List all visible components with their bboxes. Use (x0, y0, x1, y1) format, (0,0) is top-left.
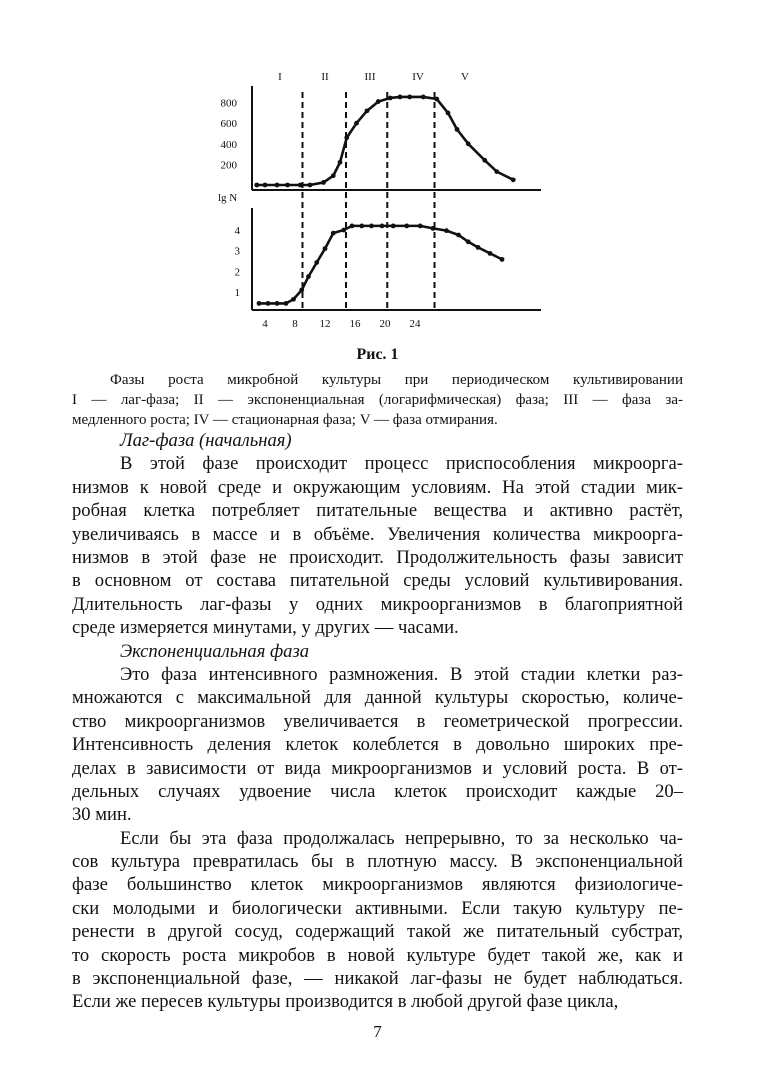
paragraph-line: Интенсивность деления клеток колеблется в довольно широких пре- (72, 734, 683, 756)
x-tick-label: 24 (409, 318, 421, 330)
cell-count-data-point (398, 95, 403, 100)
paragraph-line: среде измеряется минутами, у других — часами. (72, 617, 459, 639)
axes (252, 86, 541, 310)
cell-count-data-point (365, 108, 370, 113)
paragraph-line: ство микроорганизмов увеличивается в геометрической прогрессии. (72, 710, 683, 732)
cell-count-data-point (446, 111, 451, 116)
cell-count-data-point (421, 95, 426, 100)
paragraph-line: ски молодыми и биологически активными. Если такую культуру пе- (72, 897, 683, 919)
phase-label: I (278, 71, 282, 83)
log-cell-count-data-point (257, 301, 262, 306)
log-cell-count-data-point (314, 260, 319, 265)
upper-y-tick-label: 200 (220, 159, 237, 172)
lower-y-axis-label: lg N (218, 192, 238, 204)
log-cell-count-data-point (299, 288, 304, 293)
upper-y-tick-label: 400 (220, 138, 237, 151)
log-cell-count-data-point (500, 257, 505, 262)
cell-count-data-point (388, 96, 393, 101)
log-cell-count-data-point (275, 301, 280, 306)
x-tick-label: 4 (262, 318, 268, 330)
cell-count-curve (257, 97, 514, 185)
upper-y-tick-label: 600 (220, 118, 237, 131)
paragraph-line: дельных случаях удвоение числа клеток происходит каждые 20– (72, 780, 683, 802)
phase-label: IV (412, 71, 424, 83)
cell-count-data-point (511, 177, 516, 182)
caption-line: Фазы роста микробной культуры при периодическом культивировании (110, 372, 683, 388)
paragraph-line: 30 мин. (72, 804, 132, 826)
section-heading: Лаг-фаза (начальная) (120, 430, 292, 451)
x-tick-label: 16 (349, 318, 361, 330)
log-cell-count-data-point (456, 233, 461, 238)
log-cell-count-data-point (331, 231, 336, 236)
paragraph-line: В этой фазе происходит процесс приспособления микроорга- (120, 453, 683, 475)
paragraph-line: низмов к новой среде и окружающим условиям. На этой стадии мик- (72, 476, 683, 498)
caption-line: I — лаг-фаза; II — экспоненциальная (логарифмическая) фаза; III — фаза за- (72, 392, 683, 408)
cell-count-data-point (263, 183, 268, 188)
paragraph-line: делах в зависимости от вида микроорганизмов и условий роста. В от- (72, 757, 683, 779)
paragraph-line: фазе большинство клеток микроорганизмов являются физиологиче- (72, 874, 683, 896)
log-cell-count-data-point (444, 228, 449, 233)
cell-count-data-point (254, 183, 259, 188)
figure-caption (72, 370, 683, 430)
x-tick-label: 20 (379, 318, 391, 330)
log-cell-count-data-point (341, 228, 346, 233)
section-heading: Экспоненциальная фаза (120, 640, 310, 662)
paragraph-line: увеличиваясь в массе и в объёме. Увеличения количества микроорга- (72, 523, 683, 545)
growth-phases-figure (0, 0, 763, 335)
cell-count-data-point (354, 121, 359, 126)
cell-count-data-point (407, 95, 412, 100)
cell-count-data-point (344, 135, 349, 140)
phase-label: III (364, 71, 376, 83)
phase-label: II (321, 71, 329, 83)
paragraph-line: Если же пересев культуры производится в любой другой фазе цикла, (72, 991, 619, 1013)
cell-count-data-point (321, 180, 326, 185)
lower-y-tick-label: 1 (234, 287, 240, 300)
x-tick-label: 12 (319, 318, 331, 330)
log-cell-count-data-point (431, 226, 436, 231)
paragraph-line: Если бы эта фаза продолжалась непрерывно, то за несколько ча- (120, 827, 683, 849)
log-cell-count-data-point (391, 223, 396, 228)
cell-count-data-point (494, 169, 499, 174)
log-cell-count-data-point (404, 223, 409, 228)
paragraph-line: робная клетка потребляет питательные вещества и активно растёт, (72, 500, 683, 522)
cell-count-data-point (275, 183, 280, 188)
lower-y-tick-label: 2 (234, 266, 240, 279)
paragraph-line: сов культура превратилась бы в плотную массу. В экспоненциальной (72, 851, 683, 873)
x-tick-label: 8 (292, 318, 298, 330)
paragraph-line: Длительность лаг-фазы у одних микроорганизмов в благоприятной (72, 593, 683, 615)
log-cell-count-data-point (291, 297, 296, 302)
log-cell-count-curve (259, 226, 502, 304)
log-cell-count-data-point (306, 274, 311, 279)
phase-label: V (461, 71, 469, 83)
log-cell-count-data-point (369, 223, 374, 228)
lower-y-tick-label: 3 (234, 245, 240, 258)
log-cell-count-data-point (488, 251, 493, 256)
paragraph-line: в экспоненциальной фазе, — никакой лаг-фазы не будет наблюдаться. (72, 968, 683, 990)
body-text (72, 429, 683, 1014)
cell-count-data-point (466, 141, 471, 146)
cell-count-data-point (482, 158, 487, 163)
cell-count-data-point (338, 160, 343, 165)
cell-count-data-point (298, 183, 303, 188)
caption-line: медленного роста; IV — стационарная фаза; V — фаза отмирания. (72, 412, 498, 428)
log-cell-count-data-point (380, 223, 385, 228)
log-cell-count-data-point (359, 223, 364, 228)
cell-count-data-point (434, 97, 439, 102)
paragraph-line: то скорость роста микробов в новой культуре будет такой же, как и (72, 944, 683, 966)
log-cell-count-data-point (350, 223, 355, 228)
paragraph-line: ренести в другой сосуд, содержащий такой же питательный субстрат, (72, 921, 683, 943)
log-cell-count-data-point (418, 223, 423, 228)
log-cell-count-data-point (284, 301, 289, 306)
cell-count-data-point (376, 99, 381, 104)
log-cell-count-data-point (266, 301, 271, 306)
paragraph-line: Это фаза интенсивного размножения. В этой стадии клетки раз- (120, 663, 683, 685)
log-cell-count-data-point (476, 245, 481, 250)
paragraph-line: низмов в этой фазе не происходит. Продолжительность фазы зависит (72, 546, 683, 568)
log-cell-count-data-point (323, 246, 328, 251)
page-number: 7 (373, 1022, 382, 1041)
cell-count-data-point (331, 173, 336, 178)
cell-count-data-point (455, 127, 460, 132)
log-cell-count-data-point (466, 239, 471, 244)
paragraph-line: множаются с максимальной для данной культуры скоростью, количе- (72, 687, 683, 709)
figure-label: Рис. 1 (356, 346, 399, 363)
paragraph-line: в основном от состава питательной среды условий культивирования. (72, 570, 683, 592)
cell-count-data-point (308, 183, 313, 188)
cell-count-data-point (285, 183, 290, 188)
upper-y-tick-label: 800 (220, 97, 237, 110)
lower-y-tick-label: 4 (234, 225, 240, 238)
